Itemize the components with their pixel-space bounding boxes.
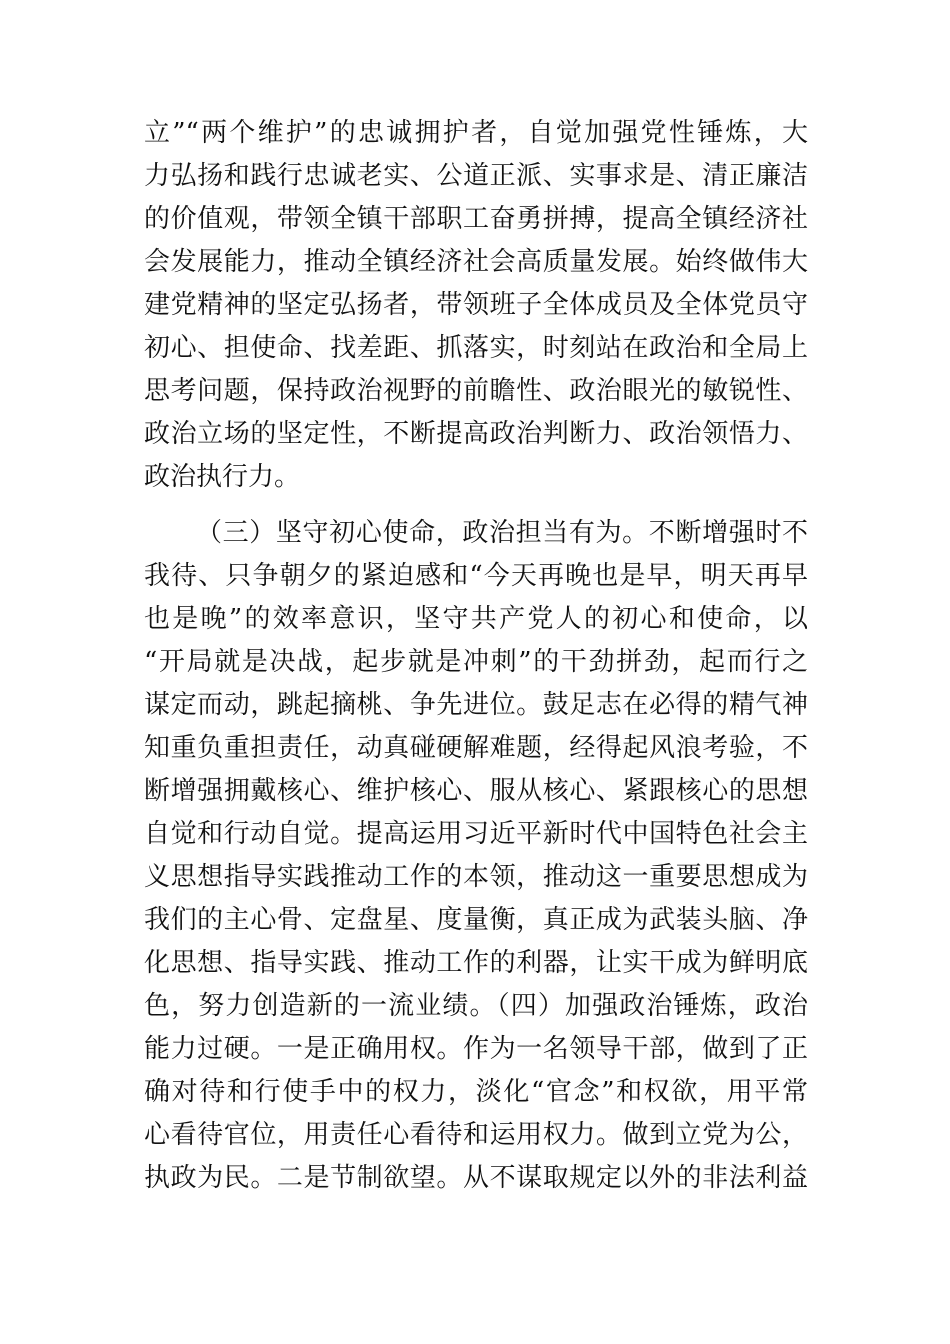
document-body — [144, 112, 808, 1200]
paragraph-2-line-5: 谋定而动，跳起摘桃、争先进位。鼓足志在必得的精气神 — [144, 690, 808, 720]
paragraph-2-line-15: 心看待官位，用责任心看待和运用权力。做到立党为公， — [144, 1120, 808, 1150]
paragraph-2 — [144, 512, 808, 1200]
paragraph-2-line-8: 自觉和行动自觉。提高运用习近平新时代中国特色社会主 — [144, 819, 808, 849]
paragraph-1 — [144, 112, 808, 499]
paragraph-2-line-1: （三）坚守初心使命，政治担当有为。不断增强时不 — [196, 518, 808, 548]
paragraph-2-line-12: 色，努力创造新的一流业绩。（四）加强政治锤炼，政治 — [144, 991, 808, 1021]
paragraph-2-line-3: 也是晚”的效率意识，坚守共产党人的初心和使命，以 — [144, 604, 808, 634]
paragraph-1-line-3: 的价值观，带领全镇干部职工奋勇拼搏，提高全镇经济社 — [144, 204, 808, 234]
paragraph-1-line-1: 立”“两个维护”的忠诚拥护者，自觉加强党性锤炼，大 — [144, 118, 808, 148]
paragraph-2-line-9: 义思想指导实践推动工作的本领，推动这一重要思想成为 — [144, 862, 808, 892]
paragraph-2-line-13: 能力过硬。一是正确用权。作为一名领导干部，做到了正 — [144, 1034, 808, 1064]
paragraph-1-line-9: 政治执行力。 — [144, 462, 301, 492]
paragraph-2-line-6: 知重负重担责任，动真碰硬解难题，经得起风浪考验，不 — [144, 733, 808, 763]
paragraph-2-line-2: 我待、只争朝夕的紧迫感和“今天再晚也是早，明天再早 — [144, 561, 808, 591]
paragraph-2-line-16: 执政为民。二是节制欲望。从不谋取规定以外的非法利益 — [144, 1163, 808, 1193]
paragraph-1-line-7: 思考问题，保持政治视野的前瞻性、政治眼光的敏锐性、 — [144, 376, 808, 406]
paragraph-1-line-6: 初心、担使命、找差距、抓落实，时刻站在政治和全局上 — [144, 333, 808, 363]
paragraph-2-line-4: “开局就是决战，起步就是冲刺”的干劲拼劲，起而行之 — [144, 647, 808, 677]
paragraph-2-line-14: 确对待和行使手中的权力，淡化“官念”和权欲，用平常 — [144, 1077, 808, 1107]
paragraph-gap — [144, 499, 808, 512]
paragraph-2-line-10: 我们的主心骨、定盘星、度量衡，真正成为武装头脑、净 — [144, 905, 808, 935]
paragraph-1-line-8: 政治立场的坚定性，不断提高政治判断力、政治领悟力、 — [144, 419, 808, 449]
paragraph-2-line-11: 化思想、指导实践、推动工作的利器，让实干成为鲜明底 — [144, 948, 808, 978]
paragraph-1-line-4: 会发展能力，推动全镇经济社会高质量发展。始终做伟大 — [144, 247, 808, 277]
paragraph-2-line-7: 断增强拥戴核心、维护核心、服从核心、紧跟核心的思想 — [144, 776, 808, 806]
paragraph-1-line-5: 建党精神的坚定弘扬者，带领班子全体成员及全体党员守 — [144, 290, 808, 320]
paragraph-1-line-2: 力弘扬和践行忠诚老实、公道正派、实事求是、清正廉洁 — [144, 161, 808, 191]
